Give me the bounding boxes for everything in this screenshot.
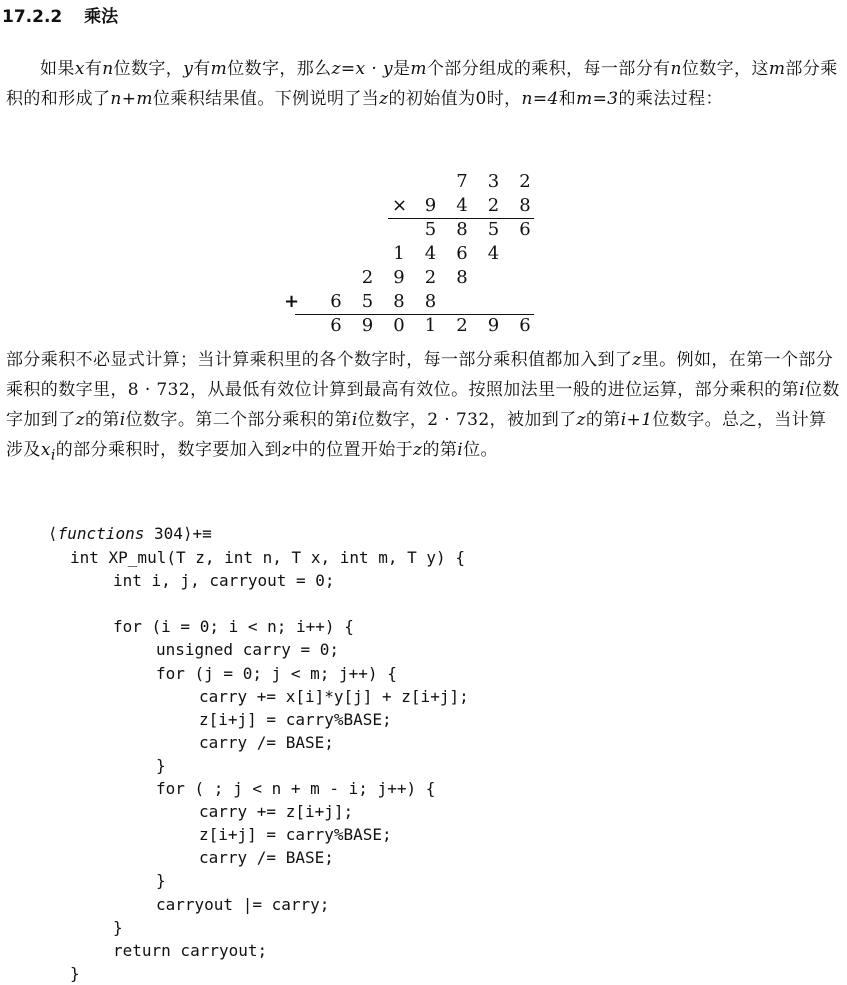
code-line: carry += z[i+j]; <box>199 802 354 822</box>
code-line: } <box>113 917 123 937</box>
code-line: return carryout; <box>113 940 268 960</box>
code-line: carry /= BASE; <box>199 732 334 752</box>
digit-partial_products-1: 4 <box>424 243 437 264</box>
digit-partial_products-0: 8 <box>456 219 468 240</box>
plus-sign: + <box>284 291 300 312</box>
digit-result: 6 <box>330 315 342 336</box>
digit-partial_products-0: 6 <box>519 219 531 240</box>
digit-multiplier: 2 <box>487 195 500 216</box>
digit-result: 0 <box>393 315 405 336</box>
digit-result: 1 <box>424 315 437 336</box>
digit-partial_products-3: 5 <box>361 291 374 312</box>
code-line: for (j = 0; j < m; j++) { <box>156 663 397 683</box>
code-line: carryout |= carry; <box>156 894 330 914</box>
digit-multiplicand: 7 <box>456 171 468 192</box>
digit-partial_products-0: 5 <box>424 219 437 240</box>
digit-partial_products-3: 6 <box>330 291 342 312</box>
digit-result: 6 <box>519 315 531 336</box>
digit-multiplicand: 3 <box>487 171 500 192</box>
digit-multiplier: 8 <box>519 195 531 216</box>
intro-paragraph: 如果x有n位数字，y有m位数字，那么z=x · y是m个部分组成的乘积，每一部分有n位数字，这m部分乘积的和形成了n+m位乘积结果值。下例说明了当z的初始值为0时，n=4和m=3的乘法过程： <box>6 59 838 109</box>
section-number: 17.2.2 <box>2 7 63 27</box>
chunk-header: ⟨functions 304⟩+≡ <box>48 524 212 543</box>
digit-partial_products-2: 8 <box>456 267 468 288</box>
digit-partial_products-3: 8 <box>393 291 405 312</box>
code-line: int XP_mul(T z, int n, T x, int m, T y) { <box>70 548 465 567</box>
code-line: } <box>156 871 166 891</box>
code-line: } <box>70 963 80 983</box>
digit-multiplier: 9 <box>424 195 437 216</box>
digit-partial_products-2: 2 <box>424 267 437 288</box>
code-line: z[i+j] = carry%BASE; <box>199 825 392 845</box>
digit-partial_products-1: 1 <box>393 243 405 264</box>
digit-multiplicand: 2 <box>519 171 531 192</box>
times-sign: × <box>392 195 408 216</box>
digit-partial_products-3: 8 <box>424 291 437 312</box>
digit-multiplier: 4 <box>456 195 468 216</box>
code-line: unsigned carry = 0; <box>156 640 340 660</box>
code-line: z[i+j] = carry%BASE; <box>199 709 392 729</box>
digit-result: 9 <box>361 315 374 336</box>
digit-result: 2 <box>456 315 468 336</box>
digit-partial_products-2: 9 <box>393 267 405 288</box>
code-line: } <box>156 755 166 775</box>
explanation-paragraph: 部分乘积不必显式计算；当计算乘积里的各个数字时，每一部分乘积值都加入到了z里。例如，在第一个部分乘积的数字里，8 · 732，从最低有效位计算到最高有效位。按照加法里一般的进位运算，部分乘积的第i位数字加到了z的第i位数字。第二个部分乘积的第i位数字，2 · 732，被加到了z的第i+1位数字。总之，当计算涉及$x_i$的部分乘积时，数字要加入到z中的位置开始于z的第i位。 <box>6 350 840 464</box>
digit-partial_products-2: 2 <box>361 267 374 288</box>
code-line: int i, j, carryout = 0; <box>113 571 335 591</box>
code-line: carry /= BASE; <box>199 848 334 868</box>
section-title: 乘法 <box>84 7 119 27</box>
digit-partial_products-1: 6 <box>456 243 468 264</box>
code-line: for (i = 0; i < n; i++) { <box>113 617 354 637</box>
digit-partial_products-1: 4 <box>487 243 500 264</box>
digit-partial_products-0: 5 <box>487 219 500 240</box>
digit-result: 9 <box>487 315 500 336</box>
multiplication-example <box>0 0 847 345</box>
code-line: for ( ; j < n + m - i; j++) { <box>156 779 436 798</box>
code-line: carry += x[i]*y[j] + z[i+j]; <box>199 686 469 706</box>
